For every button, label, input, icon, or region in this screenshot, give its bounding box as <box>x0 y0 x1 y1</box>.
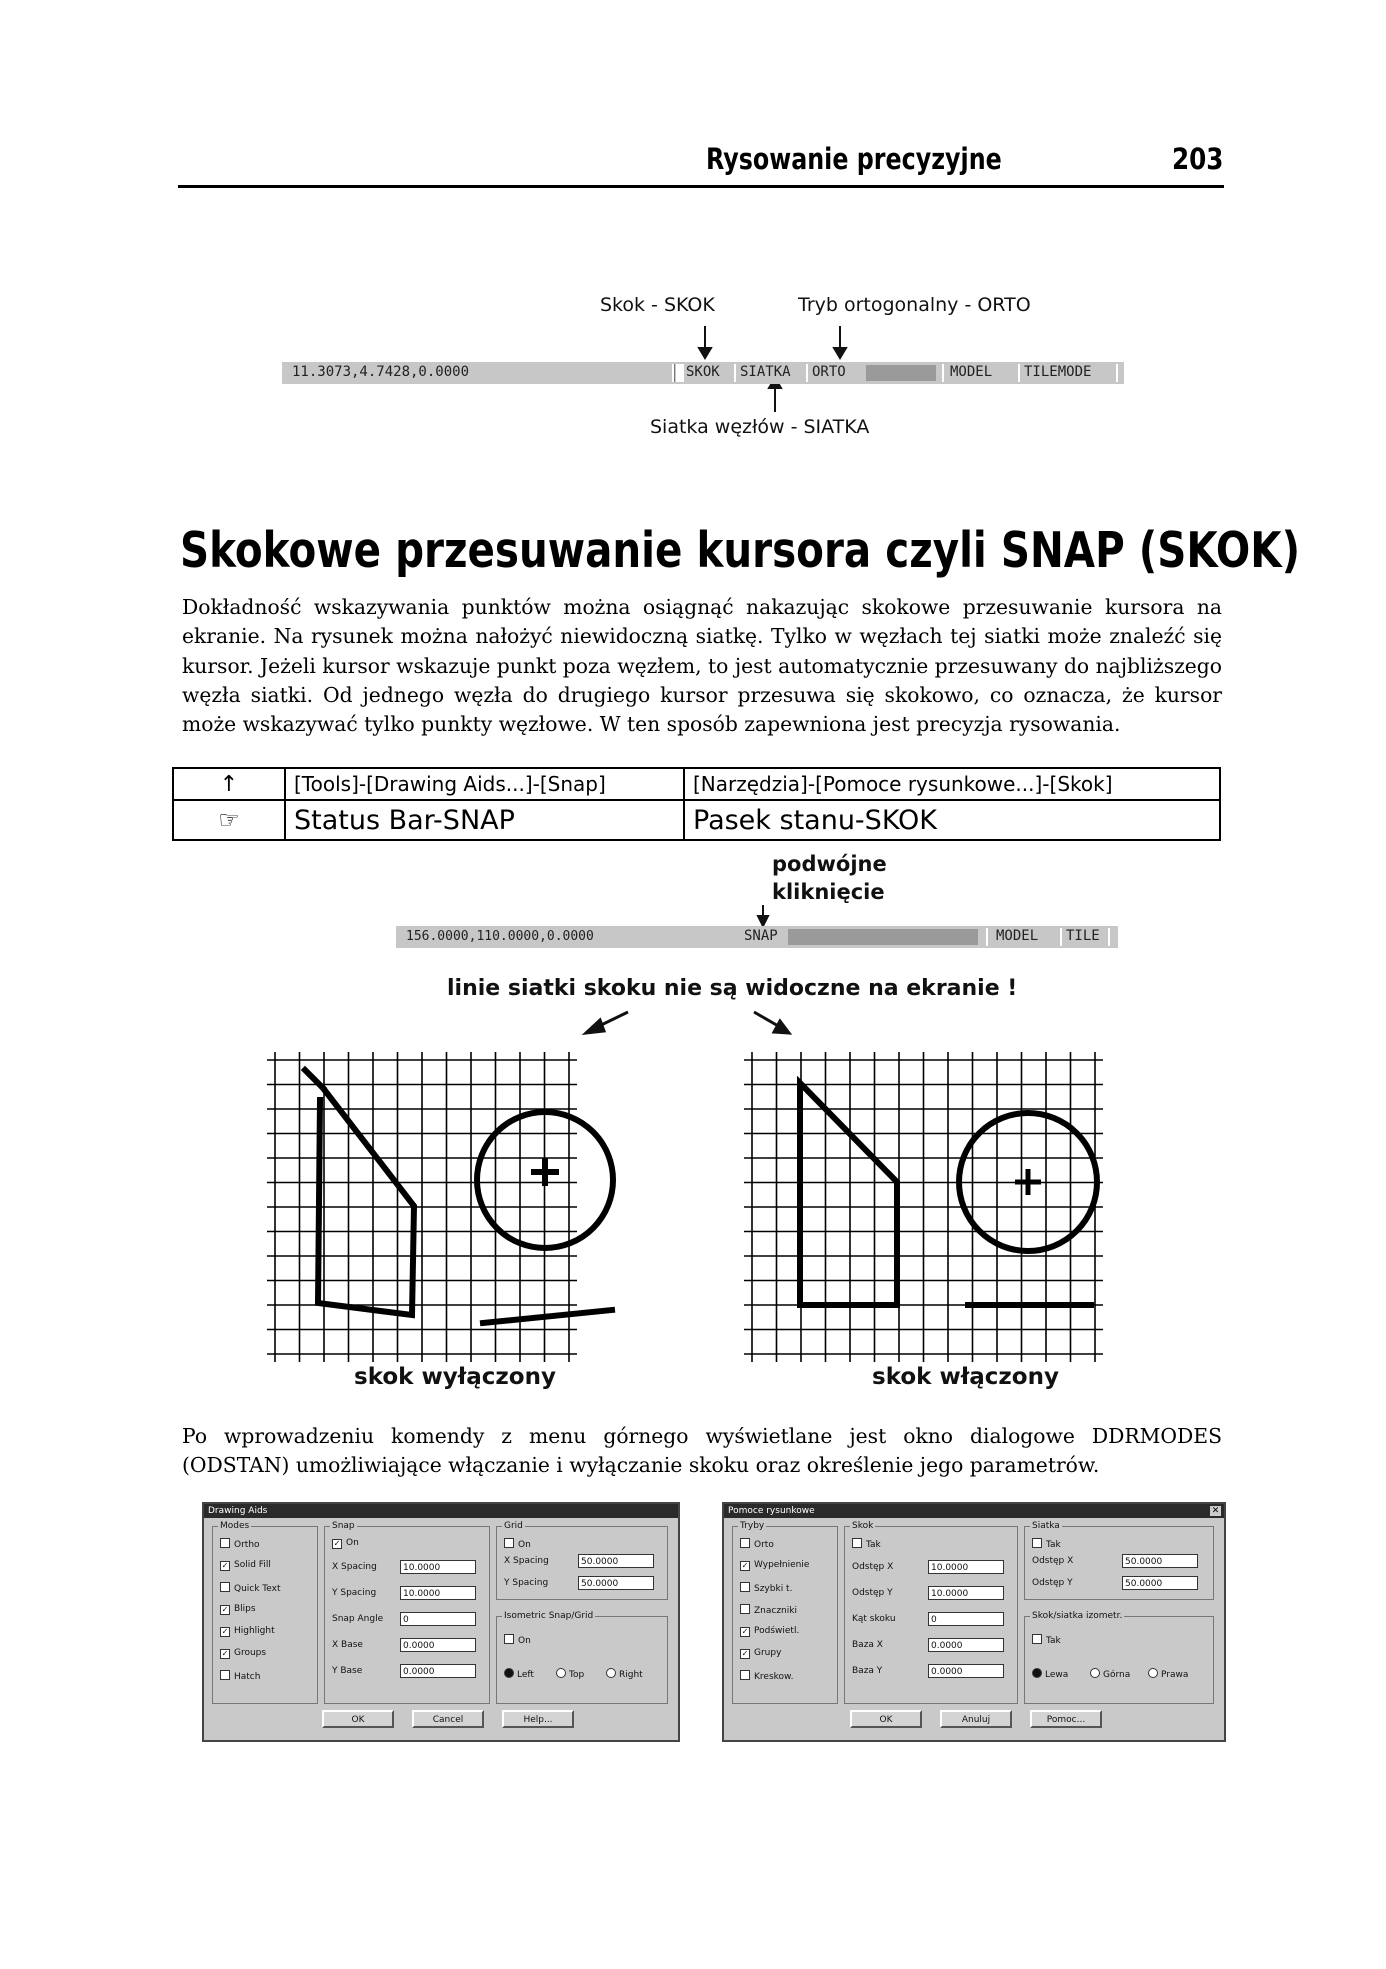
iso-right-radio[interactable]: Right <box>606 1668 643 1681</box>
command-pl: Pasek stanu-SKOK <box>684 800 1220 840</box>
snap-field-input[interactable]: 10.0000 <box>928 1560 1004 1574</box>
dialog-title: Pomoce rysunkowe <box>724 1504 1224 1518</box>
snap-field-input[interactable]: 10.0000 <box>400 1586 476 1600</box>
snap-field-input[interactable]: 10.0000 <box>400 1560 476 1574</box>
iso-top-radio[interactable]: Górna <box>1090 1668 1130 1681</box>
iso-right-radio[interactable]: Prawa <box>1148 1668 1188 1681</box>
command-en: [Tools]-[Drawing Aids...]-[Snap] <box>285 768 684 800</box>
help-button[interactable]: Pomoc... <box>1030 1710 1102 1728</box>
iso-label: Isometric Snap/Grid <box>504 1611 594 1621</box>
modes-label: Tryby <box>740 1521 765 1531</box>
snap-field-label: Kąt skoku <box>852 1614 896 1624</box>
iso-on-checkbox[interactable]: On <box>504 1634 531 1647</box>
mode-checkbox[interactable]: ✓ Solid Fill <box>221 1560 271 1570</box>
snap-field-label: Baza X <box>852 1640 883 1650</box>
snap-field-input[interactable]: 0.0000 <box>928 1638 1004 1652</box>
mode-checkbox[interactable]: ✓ Wypełnienie <box>741 1560 810 1570</box>
dialog-pomoce-rysunkowe <box>722 1502 1226 1742</box>
status-model[interactable]: MODEL <box>950 364 993 380</box>
grid-label: Siatka <box>1032 1521 1060 1531</box>
ok-button[interactable]: OK <box>850 1710 922 1728</box>
snap-field-label: Baza Y <box>852 1666 883 1676</box>
callout-orto: Tryb ortogonalny - ORTO <box>798 294 1031 316</box>
grid-field-label: Odstęp X <box>1032 1556 1074 1566</box>
snap-field-input[interactable]: 0 <box>400 1612 476 1626</box>
grid-field-input[interactable]: 50.0000 <box>578 1576 654 1590</box>
status-model[interactable]: MODEL <box>996 928 1039 944</box>
snap-field-input[interactable]: 0 <box>928 1612 1004 1626</box>
snap-field-input[interactable]: 10.0000 <box>928 1586 1004 1600</box>
help-button[interactable]: Help... <box>502 1710 574 1728</box>
ok-button[interactable]: OK <box>322 1710 394 1728</box>
grid-on-checkbox[interactable]: On <box>504 1538 531 1551</box>
grid-field-label: Y Spacing <box>504 1578 549 1588</box>
caption-snap-on: skok włączony <box>872 1364 1059 1390</box>
status-skok[interactable]: SKOK <box>686 364 720 380</box>
mode-checkbox[interactable]: Orto <box>740 1538 774 1551</box>
iso-left-radio[interactable]: Left <box>504 1668 534 1681</box>
mode-checkbox[interactable]: Szybki t. <box>740 1582 792 1595</box>
snap-label: Skok <box>852 1521 874 1531</box>
status-siatka[interactable]: SIATKA <box>740 364 791 380</box>
modes-label: Modes <box>220 1521 250 1531</box>
grid-field-label: Odstęp Y <box>1032 1578 1073 1588</box>
close-icon[interactable]: ✕ <box>1211 1506 1220 1516</box>
iso-on-checkbox[interactable]: Tak <box>1032 1634 1061 1647</box>
dialog-drawing-aids <box>202 1502 680 1742</box>
iso-top-radio[interactable]: Top <box>556 1668 584 1681</box>
snap-field-label: Odstęp X <box>852 1562 894 1572</box>
grid-label: Grid <box>504 1521 523 1531</box>
mode-checkbox[interactable]: Quick Text <box>220 1582 281 1595</box>
menu-arrow-icon: ↑ <box>173 768 285 800</box>
cancel-button[interactable]: Cancel <box>412 1710 484 1728</box>
section-heading: Skokowe przesuwanie kursora czyli SNAP (SKOK) <box>180 522 1301 579</box>
page-number: 203 <box>1172 142 1224 176</box>
command-en: Status Bar-SNAP <box>285 800 684 840</box>
command-pl: [Narzędzia]-[Pomoce rysunkowe...]-[Skok] <box>684 768 1220 800</box>
snap-field-label: Y Spacing <box>332 1588 377 1598</box>
snap-field-label: Snap Angle <box>332 1614 384 1624</box>
mode-checkbox[interactable]: ✓ Highlight <box>221 1626 275 1636</box>
iso-group <box>496 1616 668 1704</box>
snap-field-label: Odstęp Y <box>852 1588 893 1598</box>
coords-readout: 156.0000,110.0000,0.0000 <box>406 929 594 944</box>
snap-field-input[interactable]: 0.0000 <box>928 1664 1004 1678</box>
callout-double-click-1: podwójne <box>772 852 887 876</box>
snap-on-checkbox[interactable]: Tak <box>852 1538 881 1551</box>
snap-on-checkbox[interactable]: ✓ On <box>333 1538 359 1548</box>
pointer-hand-icon: ☞ <box>173 800 285 840</box>
snap-field-label: X Spacing <box>332 1562 377 1572</box>
callout-double-click-2: kliknięcie <box>772 880 885 904</box>
mode-checkbox[interactable]: ✓ Groups <box>221 1648 267 1658</box>
grid-field-label: X Spacing <box>504 1556 549 1566</box>
snap-field-label: X Base <box>332 1640 363 1650</box>
snap-field-input[interactable]: 0.0000 <box>400 1638 476 1652</box>
snap-field-label: Y Base <box>332 1666 363 1676</box>
center-cross-right <box>1015 1169 1041 1195</box>
status-tile[interactable]: TILE <box>1066 928 1100 944</box>
grid-on-checkbox[interactable]: Tak <box>1032 1538 1061 1551</box>
mode-checkbox[interactable]: Kreskow. <box>740 1670 793 1683</box>
status-tilemode[interactable]: TILEMODE <box>1024 364 1092 380</box>
running-head-title: Rysowanie precyzyjne <box>706 142 1002 176</box>
grid-field-input[interactable]: 50.0000 <box>1122 1576 1198 1590</box>
iso-group <box>1024 1616 1214 1704</box>
mode-checkbox[interactable]: Hatch <box>220 1670 260 1683</box>
mode-checkbox[interactable]: ✓ Podświetl. <box>741 1626 800 1636</box>
mode-checkbox[interactable]: Znaczniki <box>740 1604 797 1617</box>
grid-field-input[interactable]: 50.0000 <box>578 1554 654 1568</box>
snap-label: Snap <box>332 1521 355 1531</box>
section-paragraph: Dokładność wskazywania punktów można osiągnąć nakazując skokowe przesuwanie kursora na ekranie. Na rysunek można nałożyć niewidoczną siatkę. Tylko w węzłach tej siatki może znaleźć się kursor. Jeżeli kursor wskazuje punkt poza węzłem, to jest automatycznie przesuwany do najbliższego węzła siatki. Od jednego węzła do drugiego kursor przesuwa się skokowo, co oznacza, że kursor może wskazywać tylko punkty węzłowe. W ten sposób zapewniona jest precyzja rysowania. <box>182 595 1222 737</box>
snap-field-input[interactable]: 0.0000 <box>400 1664 476 1678</box>
figure-note: linie siatki skoku nie są widoczne na ekranie ! <box>447 976 1018 1001</box>
callout-skok: Skok - SKOK <box>600 294 715 316</box>
dialog-title: Drawing Aids <box>204 1504 678 1518</box>
status-orto[interactable]: ORTO <box>812 364 846 380</box>
callout-siatka: Siatka węzłów - SIATKA <box>650 416 870 438</box>
mode-checkbox[interactable]: Ortho <box>220 1538 260 1551</box>
mode-checkbox[interactable]: ✓ Blips <box>221 1604 256 1614</box>
grid-field-input[interactable]: 50.0000 <box>1122 1554 1198 1568</box>
paragraph-ddrmodes: Po wprowadzeniu komendy z menu górnego wyświetlane jest okno dialogowe DDRMODES (ODSTAN) umożliwiające włączanie i wyłączanie skoku oraz określenie jego parametrów. <box>182 1424 1222 1478</box>
shapes-snap-off <box>305 1070 613 1323</box>
cancel-button[interactable]: Anuluj <box>940 1710 1012 1728</box>
caption-snap-off: skok wyłączony <box>354 1364 556 1390</box>
iso-left-radio[interactable]: Lewa <box>1032 1668 1068 1681</box>
status-snap[interactable]: SNAP <box>744 928 778 944</box>
iso-label: Skok/siatka izometr. <box>1032 1611 1123 1621</box>
mode-checkbox[interactable]: ✓ Grupy <box>741 1648 782 1658</box>
coords-readout: 11.3073,4.7428,0.0000 <box>292 364 470 380</box>
